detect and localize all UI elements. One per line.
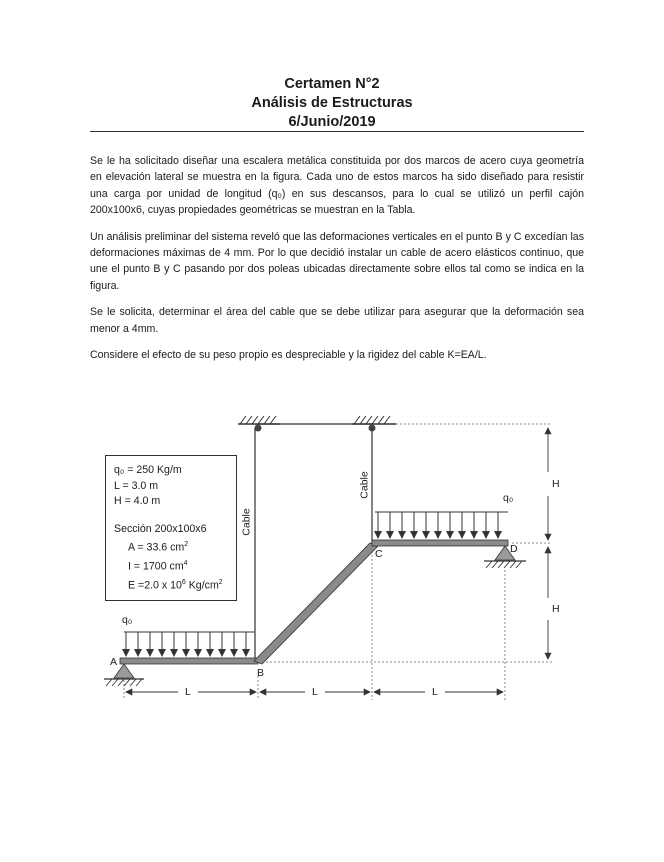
prop-A: A = 33.6 $cm^2$	[128, 541, 189, 554]
prop-L: L = 3.0 m	[114, 479, 159, 492]
distributed-load-left	[124, 632, 255, 656]
label-point-A: A	[110, 656, 118, 668]
pin-support-D-icon	[484, 546, 526, 568]
paragraph-3: Se le solicita, determinar el área del cable que se debe utilizar para asegurar que la deformación sea menor a 4mm.	[90, 306, 584, 335]
stair-BC	[254, 543, 378, 664]
label-cable-left: Cable	[240, 508, 253, 536]
prop-section: Sección 200x100x6	[114, 522, 207, 535]
label-dim-L1: L	[185, 686, 191, 698]
label-cable-right: Cable	[358, 471, 371, 499]
label-dim-L3: L	[432, 686, 438, 698]
label-dim-H-top: H	[552, 478, 560, 490]
paragraph-1: Se le ha solicitado diseñar una escalera metálica constituida por dos marcos de acero cuya geometría en elevación lateral se muestra en la figura. Cada uno de estos marcos ha sido diseñado para resistir una carga por unidad de longitud (q₀) en sus descansos, para lo cual se utilizó un perfil cajón 200x100x6, cuyas propiedades geométricas se muestran en la Tabla.	[90, 155, 584, 217]
exam-title: Certamen N°2	[284, 76, 380, 92]
prop-I: I = 1700 $cm^4$	[128, 560, 188, 573]
distributed-load-right	[375, 512, 508, 538]
prop-E: E =2.0 x $10^6$ $Kg/cm^2$	[128, 579, 223, 592]
prop-H: H = 4.0 m	[114, 495, 161, 507]
ceiling-support-left	[238, 416, 280, 424]
label-point-D: D	[510, 543, 518, 555]
landing-AB	[120, 658, 258, 664]
label-point-B: B	[257, 667, 265, 679]
label-load-left: q₀	[122, 614, 133, 626]
course-title: Análisis de Estructuras	[251, 95, 413, 111]
prop-q0: q₀ = 250 Kg/m	[114, 464, 182, 476]
label-point-C: C	[375, 548, 383, 560]
section-properties-box	[105, 455, 237, 601]
ceiling-support-right	[352, 416, 396, 424]
landing-CD	[372, 540, 508, 546]
label-dim-L2: L	[312, 686, 318, 698]
label-load-right: q₀	[503, 492, 514, 504]
label-dim-H-bottom: H	[552, 603, 560, 615]
paragraph-2: Un análisis preliminar del sistema reveló que las deformaciones verticales en el punto B y C excedían las deformaciones máximas de 4 mm. Por lo que decidió instalar un cable de acero elásticos continuo, que une el punto B y C pasando por dos poleas ubicadas directamente sobre ellos tal como se indica en la figura.	[90, 230, 584, 292]
exam-date: 6/Junio/2019	[288, 114, 376, 130]
paragraph-4: Considere el efecto de su peso propio es despreciable y la rigidez del cable K=EA/L.	[90, 349, 487, 362]
